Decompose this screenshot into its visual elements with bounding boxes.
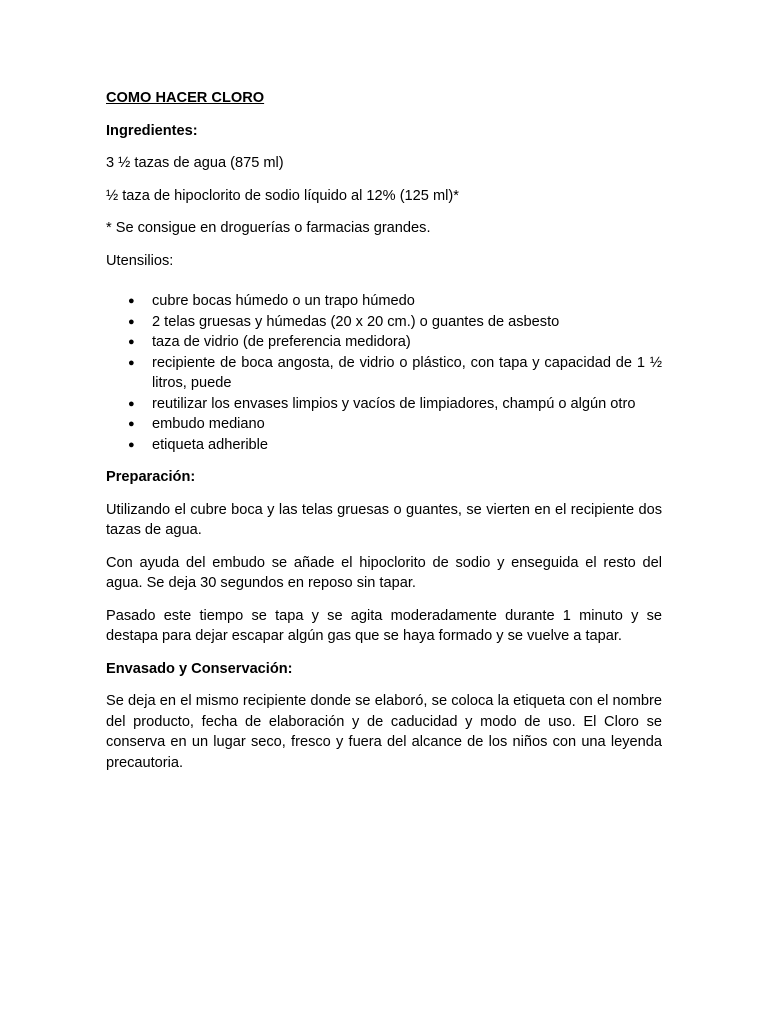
preparation-step-3: Pasado este tiempo se tapa y se agita moderadamente durante 1 minuto y se destapa para dejar escapar algún gas que se haya formado y se vuelve a tapar. xyxy=(106,607,662,644)
bullet-icon: ● xyxy=(128,397,135,410)
document-title: COMO HACER CLORO xyxy=(106,90,265,106)
preparation-step-1: Utilizando el cubre boca y las telas gruesas o guantes, se vierten en el recipiente dos tazas de agua. xyxy=(106,501,662,538)
list-item xyxy=(106,291,662,312)
bullet-icon: ● xyxy=(128,315,135,328)
ingredients-heading: Ingredientes: xyxy=(106,122,198,139)
list-item-text: 2 telas gruesas y húmedas (20 x 20 cm.) o guantes de asbesto xyxy=(152,313,560,330)
list-item-text: embudo mediano xyxy=(152,416,265,432)
list-item xyxy=(106,435,662,456)
list-item xyxy=(106,332,662,353)
bullet-icon: ● xyxy=(128,295,135,307)
bullet-icon: ● xyxy=(128,418,135,430)
storage-heading: Envasado y Conservación: xyxy=(106,660,293,677)
bullet-icon: ● xyxy=(128,356,135,369)
document-page xyxy=(106,88,662,785)
ingredient-note: * Se consigue en droguerías o farmacias grandes. xyxy=(106,220,431,236)
list-item-text: recipiente de boca angosta, de vidrio o plástico, con tapa y capacidad de 1 ½ litros, puede xyxy=(152,354,662,391)
list-item xyxy=(106,353,662,394)
ingredient-water: 3 ½ tazas de agua (875 ml) xyxy=(106,155,284,171)
utensils-list xyxy=(106,291,662,455)
list-item-text: cubre bocas húmedo o un trapo húmedo xyxy=(152,293,415,309)
list-item-text: taza de vidrio (de preferencia medidora) xyxy=(152,334,411,350)
preparation-step-2: Con ayuda del embudo se añade el hipoclorito de sodio y enseguida el resto del agua. Se deja 30 segundos en reposo sin tapar. xyxy=(106,554,662,591)
list-item-text: reutilizar los envases limpios y vacíos de limpiadores, champú o algún otro xyxy=(152,395,636,412)
bullet-icon: ● xyxy=(128,336,135,348)
storage-text: Se deja en el mismo recipiente donde se elaboró, se coloca la etiqueta con el nombre del producto, fecha de elaboración y de caducidad y modo de uso. El Cloro se conserva en un lugar seco, fresco y fuera del alcance de los niños con una leyenda precautoria. xyxy=(106,693,662,771)
bullet-icon: ● xyxy=(128,438,135,451)
preparation-heading: Preparación: xyxy=(106,469,196,485)
utensils-heading: Utensilios: xyxy=(106,252,174,269)
ingredient-hypochlorite: ½ taza de hipoclorito de sodio líquido al 12% (125 ml)* xyxy=(106,187,459,204)
list-item-text: etiqueta adherible xyxy=(152,436,269,453)
list-item xyxy=(106,394,662,415)
list-item xyxy=(106,414,662,435)
list-item xyxy=(106,312,662,333)
